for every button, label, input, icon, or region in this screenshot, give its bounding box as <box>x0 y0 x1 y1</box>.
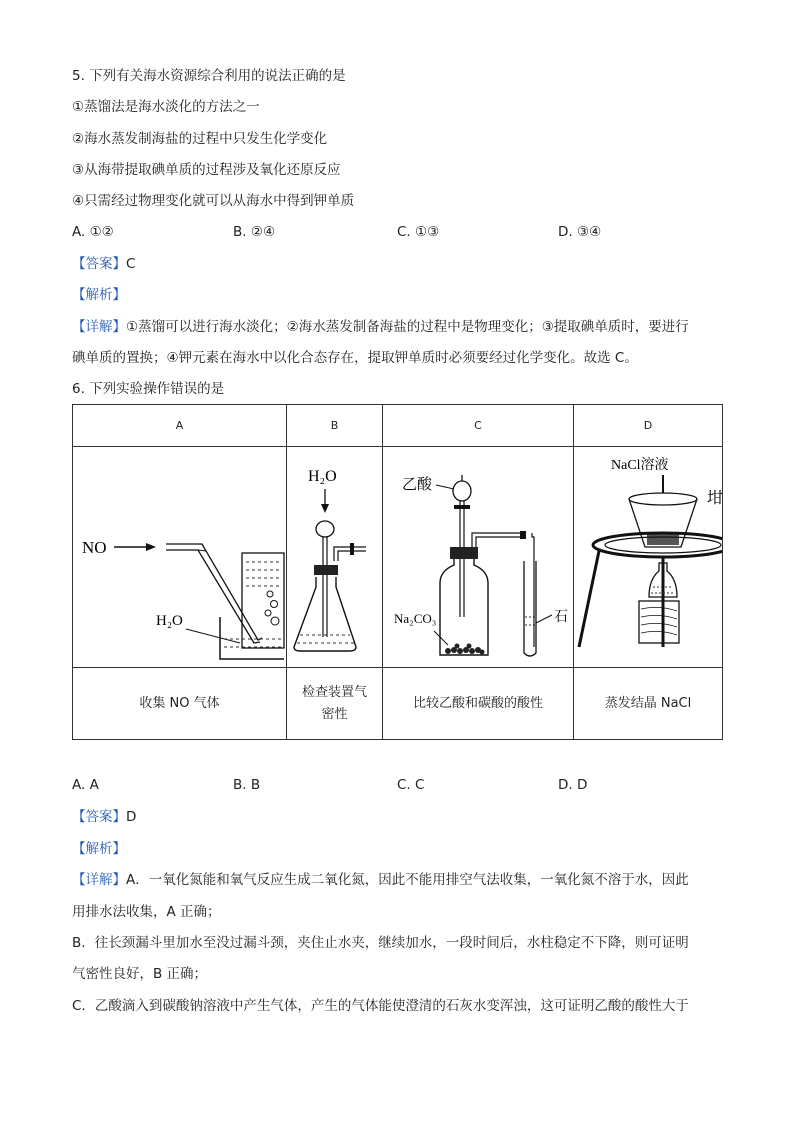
figure-a-no-collection <box>74 447 286 663</box>
q6-option-d: D. D <box>558 777 588 793</box>
q5-answer <box>72 255 135 273</box>
q6-option-c: C. C <box>397 777 425 793</box>
q5-item-3: ③从海带提取碘单质的过程涉及氧化还原反应 <box>72 162 341 178</box>
q6-option-b: B. B <box>233 777 261 793</box>
q6-detail-line-2: 用排水法收集，A 正确； <box>72 904 221 920</box>
q6-analysis <box>72 840 126 858</box>
figure-a-gas-label: NO <box>81 538 107 557</box>
q5-answer-value: C <box>126 256 136 272</box>
header-c: C <box>383 405 574 447</box>
q5-option-c: C. ①③ <box>397 224 440 240</box>
q6-detail-line-4: 气密性良好，B 正确； <box>72 966 208 982</box>
q6-answer-value: D <box>126 809 137 825</box>
figure-c-cell <box>383 447 574 668</box>
q6-answer <box>72 808 136 826</box>
q6-detail-tag: 【详解】 <box>72 872 126 888</box>
header-b: B <box>287 405 383 447</box>
q6-detail-text-1: A．一氧化氮能和氧气反应生成二氧化氮，因此不能用排空气法收集，一氧化氮不溶于水，因此 <box>126 872 689 888</box>
q5-analysis-tag: 【解析】 <box>72 287 126 303</box>
q5-detail-tag: 【详解】 <box>72 319 126 335</box>
q6-option-a: A. A <box>72 777 99 793</box>
q5-item-2: ②海水蒸发制海盐的过程中只发生化学变化 <box>72 131 328 147</box>
caption-a: 收集 NO 气体 <box>73 668 287 740</box>
figure-a-cell <box>73 447 287 668</box>
figure-b-airtightness <box>288 447 382 663</box>
figure-d-evaporation <box>575 447 722 663</box>
q6-detail-line-3: B．往长颈漏斗里加水至没过漏斗颈，夹住止水夹，继续加水，一段时间后，水柱稳定不下降，则可证明 <box>72 935 689 951</box>
q5-item-1: ①蒸馏法是海水淡化的方法之一 <box>72 99 260 115</box>
figure-b-cell <box>287 447 383 668</box>
figure-c-acid-label: 乙酸 <box>401 477 432 493</box>
q5-option-d: D. ③④ <box>558 224 602 240</box>
header-d: D <box>574 405 723 447</box>
caption-c: 比较乙酸和碳酸的酸性 <box>383 668 574 740</box>
caption-d: 蒸发结晶 NaCl <box>574 668 723 740</box>
table-caption-row <box>73 668 723 740</box>
q5-option-a: A. ①② <box>72 224 114 240</box>
figure-d-side-label: 坩 <box>706 490 722 507</box>
q6-stem: 6. 下列实验操作错误的是 <box>72 381 225 397</box>
header-a: A <box>73 405 287 447</box>
q5-option-b: B. ②④ <box>233 224 276 240</box>
q6-analysis-tag: 【解析】 <box>72 841 126 857</box>
figure-d-solution-label: NaCl溶液 <box>610 458 669 473</box>
caption-b: 检查装置气密性 <box>287 668 383 740</box>
q5-options <box>72 224 732 242</box>
figure-d-cell <box>574 447 723 668</box>
q5-detail-text-1: ①蒸馏可以进行海水淡化；②海水蒸发制备海盐的过程中是物理变化；③提取碘单质时，要进行 <box>126 319 689 335</box>
q5-detail-line-1 <box>72 318 689 336</box>
figure-b-water-label: H₂O <box>307 468 337 485</box>
q5-answer-tag: 【答案】 <box>72 256 126 272</box>
q6-answer-tag: 【答案】 <box>72 809 126 825</box>
figure-a-water-label: H₂O <box>155 613 183 629</box>
figure-c-tube-label: 石 <box>553 610 568 625</box>
q5-detail-line-2: 碘单质的置换；④钾元素在海水中以化合态存在，提取钾单质时必须要经过化学变化。故选 C。 <box>72 350 638 366</box>
q6-detail-line-5: C．乙酸滴入到碳酸钠溶液中产生气体，产生的气体能使澄清的石灰水变浑浊，这可证明乙酸的酸性大于 <box>72 998 689 1014</box>
table-header-row <box>73 405 723 447</box>
q5-stem: 5. 下列有关海水资源综合利用的说法正确的是 <box>72 68 346 84</box>
q5-item-4: ④只需经过物理变化就可以从海水中得到钾单质 <box>72 193 355 209</box>
figure-c-salt-label: Na₂CO₃ <box>393 611 436 626</box>
table-figure-row <box>73 447 723 668</box>
experiment-table <box>72 404 723 740</box>
q5-analysis <box>72 286 126 304</box>
figure-c-acidity <box>384 447 573 663</box>
q6-detail-line-1 <box>72 871 689 889</box>
q6-options <box>72 777 732 795</box>
